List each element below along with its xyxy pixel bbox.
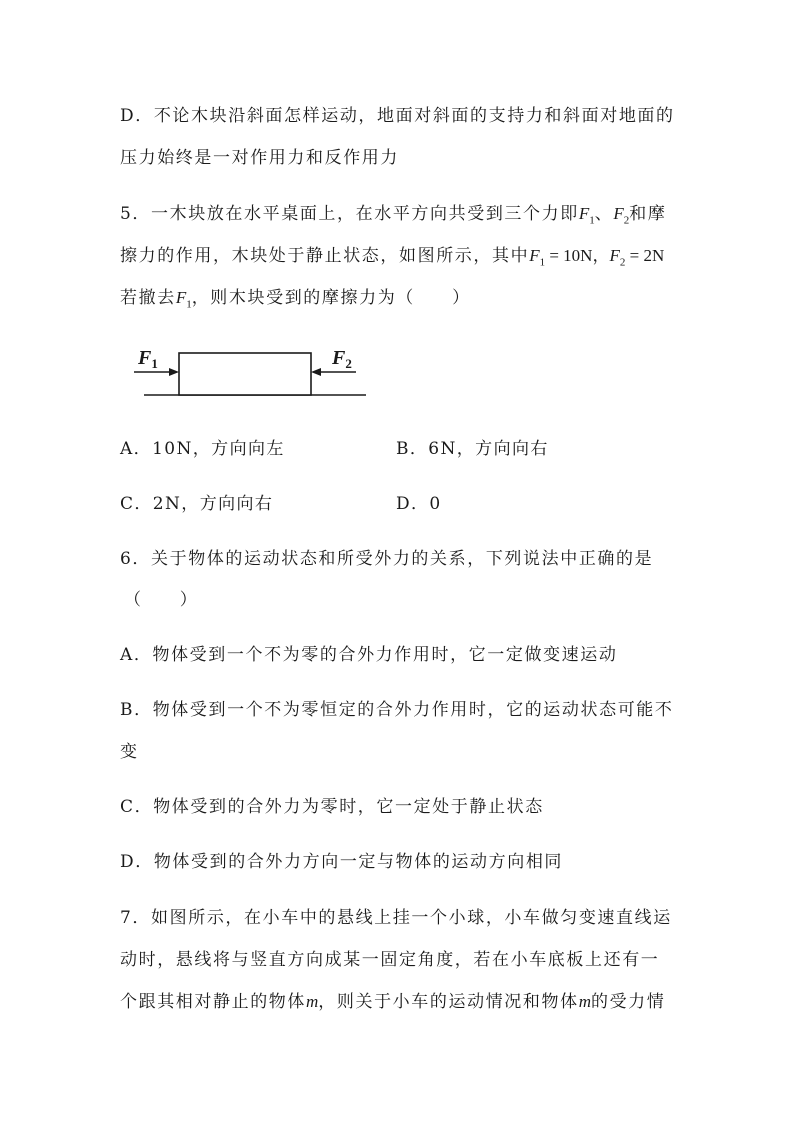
q7-stem-line2: 动时，悬线将与竖直方向成某一固定角度，若在小车底板上还有一 <box>120 950 660 970</box>
q5-stem-line3-prefix: 若撤去 <box>120 288 176 308</box>
q5-option-b[interactable]: B．6N，方向向右 <box>396 439 549 459</box>
f1-symbol: $F_1$ <box>578 204 595 227</box>
q5-stem-line2 <box>120 244 680 274</box>
q5-option-c[interactable]: C．2N，方向向右 <box>120 494 274 514</box>
q6-option-b-line1[interactable]: B．物体受到一个不为零恒定的合外力作用时，它的运动状态可能不 <box>120 700 674 720</box>
q6-option-c[interactable]: C．物体受到的合外力为零时，它一定处于静止状态 <box>120 797 544 817</box>
q4-option-d-line2: 压力始终是一对作用力和反作用力 <box>120 148 399 168</box>
f1-value: = 10N， <box>545 246 610 265</box>
q5-stem-line1-suffix: 和摩 <box>629 204 667 224</box>
q5-stem-line1 <box>120 202 680 232</box>
q5-stem-line3-suffix: ，则木块受到的摩擦力为（ ） <box>191 288 471 308</box>
q7-stem-line3-mid: ，则关于小车的运动情况和物体 <box>318 992 579 1012</box>
q5-stem-line1-prefix: 5．一木块放在水平桌面上，在水平方向共受到三个力即 <box>120 204 579 224</box>
q6-stem-line1: 6．关于物体的运动状态和所受外力的关系，下列说法中正确的是 <box>120 549 654 569</box>
q5-option-a[interactable]: A．10N，方向向左 <box>120 439 285 459</box>
q6-option-a[interactable]: A．物体受到一个不为零的合外力作用时，它一定做变速运动 <box>120 645 618 665</box>
q5-stem-line3 <box>120 286 680 316</box>
f2-label: $F_2$ <box>332 347 352 371</box>
f2-symbol: $F_2$ <box>609 246 626 269</box>
block-force-diagram <box>128 340 378 405</box>
q5-stem-line2-prefix: 擦力的作用，木块处于静止状态，如图所示，其中 <box>120 246 530 266</box>
mass-m-symbol: m <box>306 992 319 1011</box>
f1-symbol: $F_1$ <box>175 288 192 311</box>
f1-label: $F_1$ <box>138 347 158 371</box>
f1-symbol: $F_1$ <box>529 246 546 269</box>
q5-stem-line1-sep: 、 <box>594 204 614 224</box>
q6-option-b-line2[interactable]: 变 <box>120 742 139 762</box>
q6-stem-line2: （ ） <box>124 590 199 610</box>
f2-value: = 2N <box>625 246 665 265</box>
wooden-block <box>179 353 311 395</box>
q6-option-d[interactable]: D．物体受到的合外力方向一定与物体的运动方向相同 <box>120 852 564 872</box>
mass-m-symbol: m <box>578 992 591 1011</box>
q4-option-d-line1: D．不论木块沿斜面怎样运动，地面对斜面的支持力和斜面对地面的 <box>120 106 675 126</box>
f2-symbol: $F_2$ <box>613 204 630 227</box>
q7-stem-line1: 7．如图所示，在小车中的悬线上挂一个小球，小车做匀变速直线运 <box>120 908 672 928</box>
q7-stem-line3 <box>120 990 680 1014</box>
q5-option-d[interactable]: D．0 <box>396 494 442 514</box>
q7-stem-line3-suffix: 的受力情 <box>590 992 666 1012</box>
q7-stem-line3-prefix: 个跟其相对静止的物体 <box>120 992 306 1012</box>
